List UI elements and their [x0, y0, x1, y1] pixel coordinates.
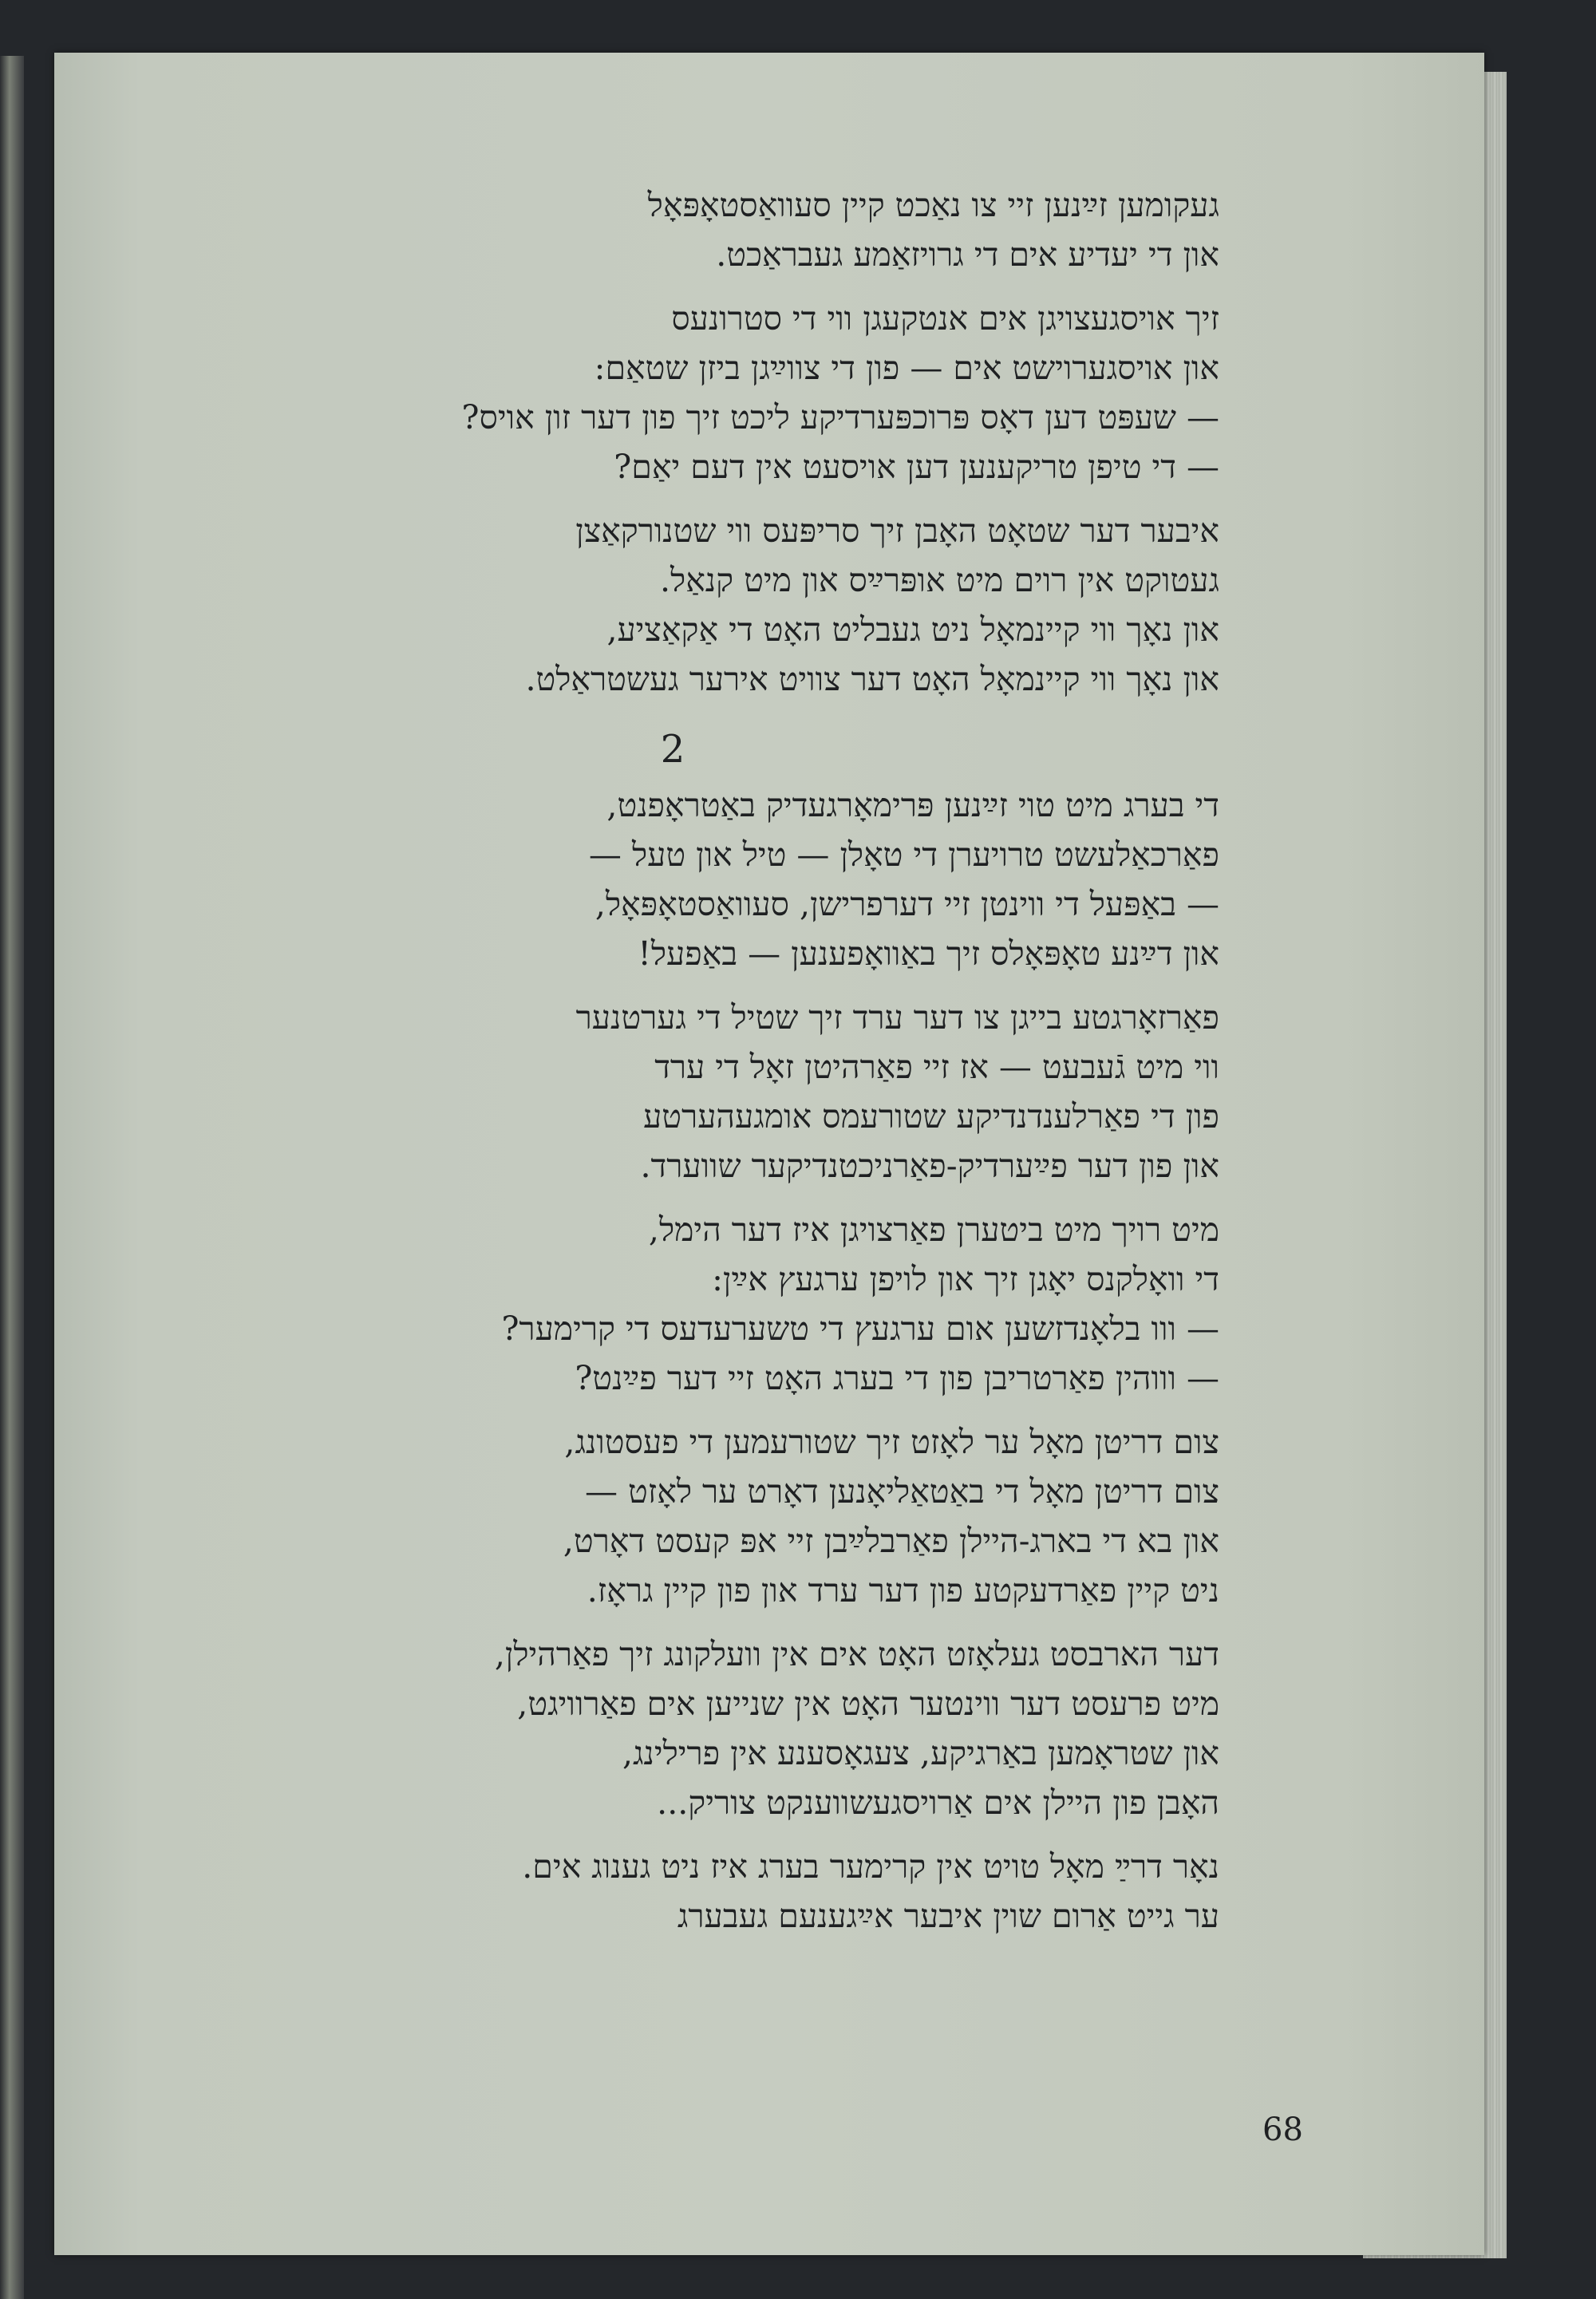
- page-number: 68: [1262, 2111, 1303, 2148]
- poem-line: — וווהין פאַרטריבן פון די בערג האָט זיי דער פײַנט?: [575, 1359, 1219, 1397]
- poem-text: [238, 180, 1219, 1955]
- poem-line: און די יעדיע אים די גרויזאַמע געבראַכט.: [716, 235, 1219, 274]
- poem-line: מיט פרעסט דער ווינטער האָט אין שנייען אים פאַרוויגט,: [517, 1685, 1219, 1723]
- poem-line: פון די פאַרלענדנדיקע שטורעמס אומגעהערטע: [643, 1097, 1219, 1136]
- poem-line: דער הארבסט געלאָזט האָט אים אין וועלקונג זיך פאַרהילן,: [494, 1635, 1219, 1673]
- poem-line: — די טיפן טריקענען דען אויסעט אין דעם יאַם?: [614, 448, 1219, 486]
- poem-part-1: [238, 180, 1219, 704]
- poem-line: ווי מיט גֿעבעט — אז זיי פאַרהיטן זאָל די ערד: [654, 1048, 1219, 1086]
- poem-line: ניט קיין פאַרדעקטע פון דער ערד און פון קיין גראָז.: [587, 1571, 1219, 1610]
- poem-line: מיט רויך מיט ביטערן פאַרצויגן איז דער הימל,: [648, 1211, 1219, 1249]
- poem-line: איבער דער שטאָט האָבן זיך סריפּעס ווי שטנורקאַצן: [575, 512, 1219, 550]
- stanza: [238, 1629, 1219, 1827]
- stanza: [238, 180, 1219, 279]
- poem-line: די וואָלקנס יאָגן זיך און לויפן ערגעץ אײַן:: [712, 1260, 1219, 1298]
- poem-line: — באַפּעל די ווינטן זיי דערפרישן, סעוואַסטאָפּאָל,: [595, 885, 1219, 923]
- poem-line: און שטראָמען באַרגיקע, צעגאָסענע אין פרילינג,: [622, 1734, 1219, 1772]
- poem-line: צום דריטן מאָל די באַטאַליאָנען דאָרט ער לאָזט —: [585, 1472, 1219, 1511]
- stanza: [238, 1205, 1219, 1403]
- poem-line: און בא די בארג-היילן פאַרבלײַבן זיי אפּ קעסט דאָרט,: [563, 1522, 1219, 1560]
- poem-line: און פון דער פײַערדיק-פאַרניכטנדיקער שווערד.: [640, 1147, 1219, 1185]
- stanza: [238, 780, 1219, 978]
- poem-line: האָבן פון היילן אים אַרויסגעשווענקט צוריק...: [657, 1784, 1219, 1822]
- poem-line: זיך אויסגעצויגן אים אנטקעגן ווי די סטרונעס: [671, 299, 1219, 338]
- stanza: [238, 993, 1219, 1191]
- stanza: [238, 294, 1219, 492]
- poem-part-2: [238, 780, 1219, 1941]
- poem-line: פאַרזאָרגטע בייגן צו דער ערד זיך שטיל די גערטנער: [575, 998, 1219, 1037]
- stanza: [238, 1417, 1219, 1615]
- poem-line: ער גייט אַרום שוין איבער אײַגענעם געבערג: [677, 1897, 1219, 1935]
- poem-line: צום דריטן מאָל ער לאָזט זיך שטורעמען די פעסטונג,: [564, 1423, 1219, 1461]
- poem-line: און נאָך ווי קיינמאָל ניט געבליט האָט די אַקאַציע,: [606, 610, 1219, 649]
- book-spine-edge: [0, 56, 24, 2299]
- poem-line: און דײַנע טאָפּאָלס זיך באַוואָפענען — באַפעל!: [638, 934, 1219, 973]
- poem-line: געטוקט אין רוים מיט אופּרײַס און מיט קנאַל.: [659, 561, 1219, 599]
- poem-line: און נאָך ווי קיינמאָל האָט דער צוויט אירער געשטראַלט.: [525, 660, 1219, 698]
- poem-line: — שעפּט דען דאָס פּרוכפּערדיקע ליכט זיך פון דער זון אויס?: [461, 398, 1219, 436]
- stanza: [238, 506, 1219, 704]
- book-page: [54, 53, 1484, 2255]
- poem-line: — ווו בלאָנדזשען אום ערגעץ די טשערעדעס די קרימער?: [501, 1309, 1219, 1348]
- poem-line: נאָר דרײַ מאָל טויט אין קרימער בערג איז ניט גענוג אים.: [522, 1847, 1219, 1886]
- poem-line: פאַרכאַלעשט טרויערן די טאָלן — טיל און טעל —: [588, 835, 1219, 874]
- poem-line: די בערג מיט טוי זײַנען פּרימאָרגעדיק באַטראָפנט,: [606, 786, 1219, 824]
- poem-line: געקומען זײַנען זיי צו נאַכט קיין סעוואַסטאָפּאָל: [647, 186, 1219, 224]
- poem-line: און אויסגערוישט אים — פון די צווײַגן ביזן שטאַם:: [594, 349, 1219, 387]
- section-number: 2: [660, 727, 685, 772]
- stanza: [238, 1842, 1219, 1941]
